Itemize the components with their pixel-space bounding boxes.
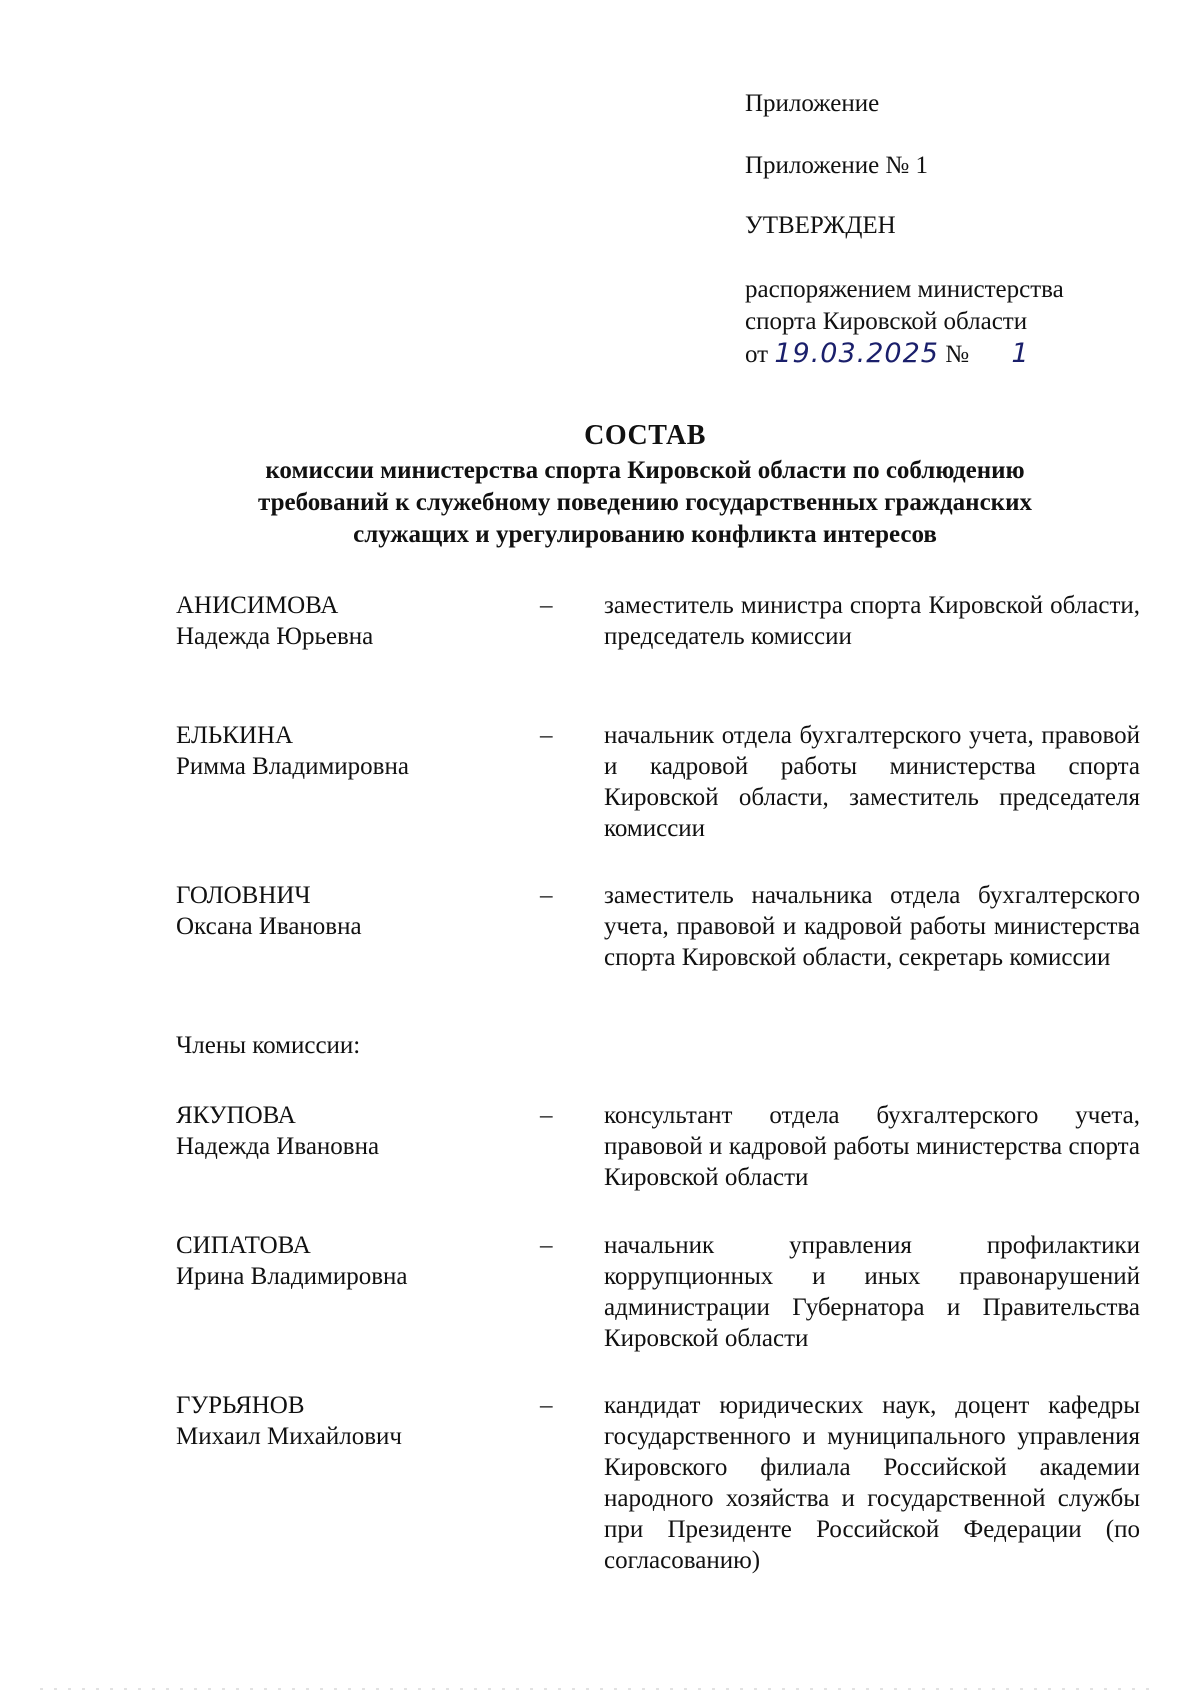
approval-stamp-block: [745, 88, 1165, 371]
scan-edge-noise: [40, 1688, 1160, 1690]
member-surname: ЯКУПОВА: [176, 1102, 296, 1129]
member-role: начальник управления профилактики коррупционных и иных правонарушений администрации Губернатора и Правительства Кировской области: [604, 1232, 1140, 1352]
member-role: консультант отдела бухгалтерского учета, правовой и кадровой работы министерства спорта Кировской области: [604, 1102, 1140, 1191]
member-surname: ГОЛОВНИЧ: [176, 882, 311, 909]
date-prefix: от: [745, 341, 769, 368]
member-given-name: Римма Владимировна: [176, 753, 409, 780]
member-surname: СИПАТОВА: [176, 1232, 311, 1259]
member-surname: ГУРЬЯНОВ: [176, 1392, 305, 1419]
order-line-1: распоряжением министерства: [745, 276, 1064, 303]
member-name: [176, 720, 506, 782]
member-given-name: Надежда Юрьевна: [176, 623, 374, 650]
members-section-label: Члены комиссии:: [176, 1032, 361, 1059]
member-surname: ЕЛЬКИНА: [176, 722, 294, 749]
member-given-name: Оксана Ивановна: [176, 913, 362, 940]
member-name: [176, 590, 506, 652]
member-given-name: Михаил Михайлович: [176, 1423, 402, 1450]
member-dash: –: [540, 722, 553, 749]
number-label: №: [945, 341, 970, 368]
handwritten-number: 1: [1011, 338, 1030, 369]
approved-label: УТВЕРЖДЕН: [745, 212, 896, 239]
member-name: [176, 1390, 506, 1452]
member-dash: –: [540, 592, 553, 619]
member-name: [176, 1100, 506, 1162]
member-given-name: Ирина Владимировна: [176, 1263, 408, 1290]
member-dash: –: [540, 1392, 553, 1419]
member-dash: –: [540, 1102, 553, 1129]
member-name: [176, 880, 506, 942]
handwritten-date: 19.03.2025: [774, 338, 939, 369]
document-subtitle-line-3: служащих и урегулированию конфликта интересов: [353, 521, 937, 548]
document-subtitle-line-2: требований к служебному поведению государственных гражданских: [258, 489, 1032, 516]
member-surname: АНИСИМОВА: [176, 592, 339, 619]
document-heading: [150, 418, 1140, 550]
member-dash: –: [540, 882, 553, 909]
member-role: начальник отдела бухгалтерского учета, правовой и кадровой работы министерства спорта Кировской области, заместитель председателя комиссии: [604, 722, 1140, 842]
member-dash: –: [540, 1232, 553, 1259]
member-role: кандидат юридических наук, доцент кафедры государственного и муниципального управления Кировского филиала Российской академии народного хозяйства и государственной службы при Президенте Российской Федерации (по согласованию): [604, 1392, 1140, 1574]
document-subtitle-line-1: комиссии министерства спорта Кировской области по соблюдению: [265, 457, 1025, 484]
member-name: [176, 1230, 506, 1292]
member-role: заместитель министра спорта Кировской области, председатель комиссии: [604, 592, 1140, 650]
member-role: заместитель начальника отдела бухгалтерского учета, правовой и кадровой работы министерства спорта Кировской области, секретарь комиссии: [604, 882, 1140, 971]
order-date-line: [745, 338, 1165, 371]
appendix-label: Приложение: [745, 90, 880, 117]
order-line-2: спорта Кировской области: [745, 308, 1028, 335]
member-given-name: Надежда Ивановна: [176, 1133, 380, 1160]
document-title: СОСТАВ: [584, 420, 706, 451]
appendix-number-label: Приложение № 1: [745, 152, 929, 179]
